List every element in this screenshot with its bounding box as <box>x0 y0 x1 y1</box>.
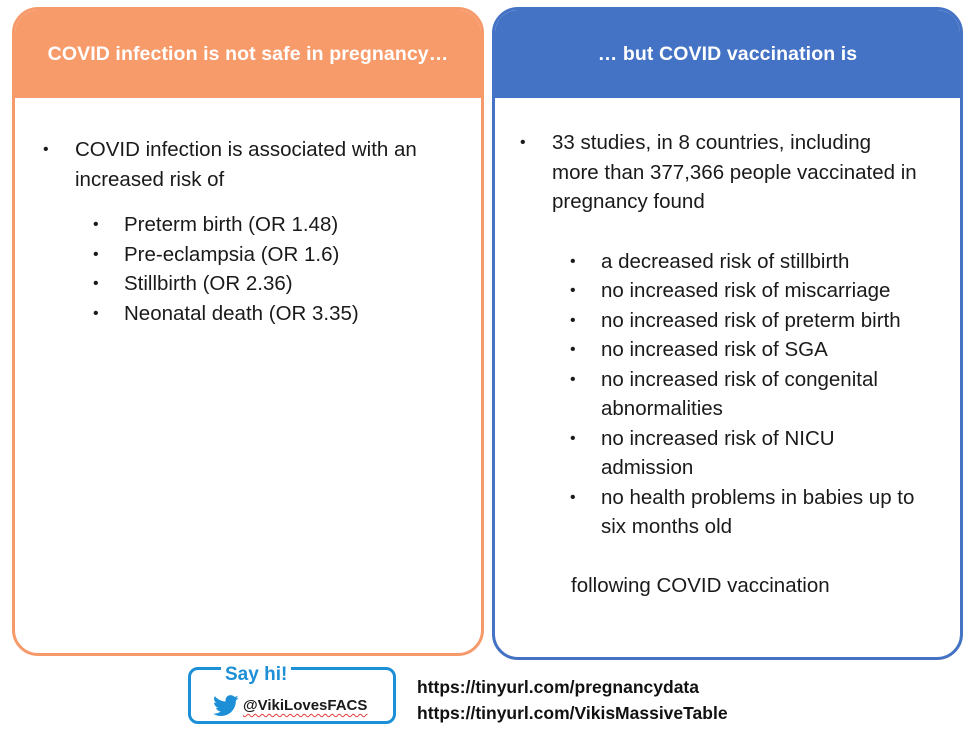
infection-intro-item <box>15 135 455 328</box>
twitter-bird-icon <box>213 695 239 717</box>
list-item <box>570 306 931 336</box>
infection-intro-text: COVID infection is associated with an increased risk of <box>75 138 417 191</box>
finding-text: no increased risk of preterm birth <box>601 308 901 332</box>
bullet-icon: • <box>93 304 99 322</box>
list-item <box>570 247 931 277</box>
twitter-badge[interactable] <box>188 664 396 724</box>
list-item <box>570 483 931 542</box>
list-item <box>93 210 455 240</box>
finding-text: no health problems in babies up to six months old <box>601 485 915 538</box>
risk-text: Stillbirth (OR 2.36) <box>124 272 293 295</box>
bullet-icon: • <box>93 216 99 233</box>
risk-text: Pre-eclampsia (OR 1.6) <box>124 242 340 266</box>
infection-list <box>15 135 481 328</box>
bullet-icon: • <box>570 341 576 358</box>
say-hi-label: Say hi! <box>221 664 291 686</box>
vaccination-list <box>495 128 960 542</box>
bullet-icon: • <box>570 311 576 329</box>
bullet-icon: • <box>43 141 49 158</box>
finding-text: no increased risk of congenital abnormalities <box>601 367 878 420</box>
bullet-icon: • <box>93 275 99 292</box>
link-vikismassivetable[interactable]: https://tinyurl.com/VikisMassiveTable <box>417 703 728 723</box>
risk-text: Preterm birth (OR 1.48) <box>124 213 339 236</box>
link-pregnancydata[interactable]: https://tinyurl.com/pregnancydata <box>417 677 699 697</box>
finding-text: no increased risk of SGA <box>601 338 828 361</box>
vaccination-panel <box>492 7 963 660</box>
vaccination-intro-text: 33 studies, in 8 countries, including more than 377,366 people vaccinated in pregnancy found <box>552 131 917 213</box>
twitter-handle[interactable]: @VikiLovesFACS <box>243 697 368 714</box>
infection-panel <box>12 7 484 656</box>
finding-text: a decreased risk of stillbirth <box>601 249 850 273</box>
vaccination-panel-body <box>495 98 960 600</box>
finding-text: no increased risk of NICU admission <box>601 426 835 479</box>
list-item <box>93 299 455 329</box>
risk-text: Neonatal death (OR 3.35) <box>124 301 359 325</box>
bullet-icon: • <box>570 488 576 506</box>
infection-panel-title: COVID infection is not safe in pregnancy… <box>15 10 481 98</box>
list-item <box>570 276 931 306</box>
list-item <box>93 240 455 270</box>
reference-links <box>417 674 728 726</box>
list-item <box>570 424 931 483</box>
list-item <box>570 365 931 424</box>
bullet-icon: • <box>570 370 576 388</box>
vaccination-panel-title: … but COVID vaccination is <box>495 10 960 98</box>
bullet-icon: • <box>570 429 576 447</box>
bullet-icon: • <box>93 245 99 263</box>
list-item <box>570 335 931 365</box>
bullet-icon: • <box>520 134 526 151</box>
vaccination-footer-text: following COVID vaccination <box>571 573 830 597</box>
bullet-icon: • <box>570 252 576 270</box>
vaccination-findings-list <box>570 247 931 542</box>
bullet-icon: • <box>570 282 576 299</box>
finding-text: no increased risk of miscarriage <box>601 279 891 302</box>
list-item <box>93 269 455 299</box>
infection-panel-body <box>15 98 481 328</box>
vaccination-intro-item <box>495 128 922 542</box>
infection-risk-list <box>93 210 455 328</box>
